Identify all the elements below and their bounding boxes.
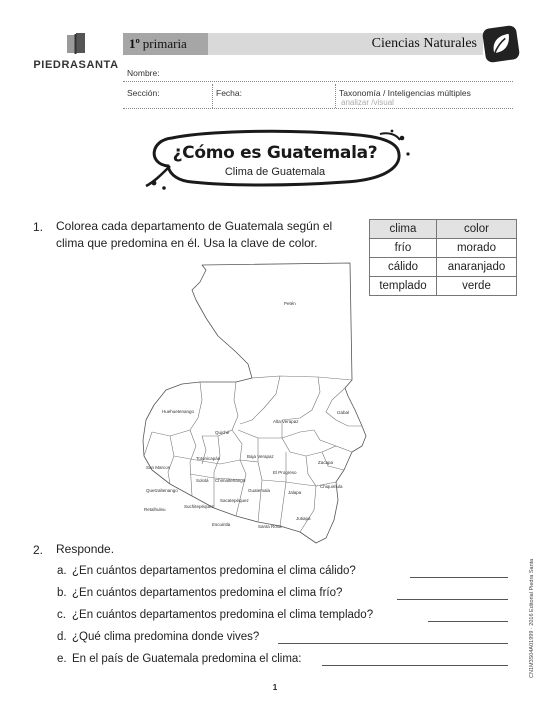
dept-label: Retalhuleu (144, 507, 166, 512)
color-key-table (369, 219, 517, 296)
edition-code: CN1M3S04A01999 · 2016 Editorial Piedra Santa (529, 558, 535, 678)
item-letter: c. (57, 609, 66, 621)
section-label: Sección: (127, 88, 160, 98)
divider (335, 84, 336, 108)
dept-label: Quetzaltenango (146, 488, 178, 493)
guatemala-map (140, 260, 380, 545)
taxonomy-label: Taxonomía / Inteligencias múltiples (339, 88, 471, 98)
answer-line-c[interactable] (428, 621, 508, 622)
name-label: Nombre: (127, 68, 160, 78)
table-cell: anaranjado (436, 258, 516, 277)
question-2-number: 2. (33, 543, 44, 557)
publisher-logo (30, 30, 122, 74)
dept-label: Baja Verapaz (247, 454, 274, 459)
dept-label: Jalapa (288, 490, 302, 495)
dept-label: Zacapa (318, 460, 334, 465)
section-date-field[interactable] (123, 108, 513, 109)
answer-line-d[interactable] (278, 643, 508, 644)
answer-line-b[interactable] (397, 599, 508, 600)
dept-label: Sololá (196, 478, 209, 483)
dept-label: Huehuetenango (162, 409, 195, 414)
name-field[interactable] (123, 81, 513, 82)
table-header-color: color (436, 220, 516, 239)
dept-label: Jutiapa (296, 516, 311, 521)
item-letter: b. (57, 587, 67, 599)
item-letter: e. (57, 653, 67, 665)
item-text: ¿En cuántos departamentos predomina el clima templado? (72, 609, 374, 621)
table-cell: templado (370, 277, 437, 296)
date-label: Fecha: (216, 88, 242, 98)
grade-label: primaria (142, 36, 187, 51)
dept-label: Suchitepéquez (184, 504, 214, 509)
divider (212, 84, 213, 108)
question-1-line-1: Colorea cada departamento de Guatemala según el (56, 219, 333, 233)
table-row (370, 277, 517, 296)
dept-label: Guatemala (248, 488, 271, 493)
subject-badge (482, 25, 520, 63)
dept-label: Chiquimula (320, 484, 343, 489)
grade-number: 1º (129, 36, 140, 51)
header-bar (123, 33, 483, 55)
page-subtitle: Clima de Guatemala (224, 166, 326, 178)
dept-label: Escuintla (212, 522, 231, 527)
dept-label: Izabal (337, 410, 350, 415)
publisher-name: PIEDRASANTA (33, 59, 119, 71)
page-title: ¿Cómo es Guatemala? (172, 143, 378, 163)
table-cell: verde (436, 277, 516, 296)
item-letter: d. (57, 631, 67, 643)
table-header-clima: clima (370, 220, 437, 239)
table-cell: frío (370, 239, 437, 258)
item-text: En el país de Guatemala predomina el clima: (72, 653, 302, 665)
dept-label: Quiché (215, 430, 230, 435)
dept-label: Totonicapán (196, 456, 221, 461)
subject-title: Ciencias Naturales (371, 36, 477, 51)
question-1-number: 1. (33, 220, 44, 234)
question-2-heading: Responde. (56, 542, 115, 556)
item-text: ¿Qué clima predomina donde vives? (72, 631, 260, 643)
item-text: ¿En cuántos departamentos predomina el clima cálido? (72, 565, 356, 577)
dept-label: Chimaltenango (215, 478, 246, 483)
leaf-icon (486, 29, 515, 58)
table-row (370, 258, 517, 277)
dept-label: Sacatepéquez (220, 498, 249, 503)
dept-label: Santa Rosa (258, 524, 282, 529)
item-text: ¿En cuántos departamentos predomina el clima frío? (72, 587, 343, 599)
dept-label: Petén (284, 301, 296, 306)
grade-badge (123, 33, 208, 55)
dept-label: El Progreso (273, 470, 297, 475)
table-header-row (370, 220, 517, 239)
answer-line-e[interactable] (322, 665, 508, 666)
answer-line-a[interactable] (410, 577, 508, 578)
page-number: 1 (272, 683, 278, 692)
book-icon (64, 32, 88, 56)
table-cell: morado (436, 239, 516, 258)
item-letter: a. (57, 565, 67, 577)
table-cell: cálido (370, 258, 437, 277)
map-outline (140, 260, 380, 545)
dept-label: San Marcos (146, 465, 171, 470)
table-row (370, 239, 517, 258)
question-1-line-2: clima que predomina en él. Usa la clave de color. (56, 236, 318, 250)
dept-label: Alta Verapaz (273, 419, 299, 424)
taxonomy-hint: analizar /visual (341, 98, 394, 107)
